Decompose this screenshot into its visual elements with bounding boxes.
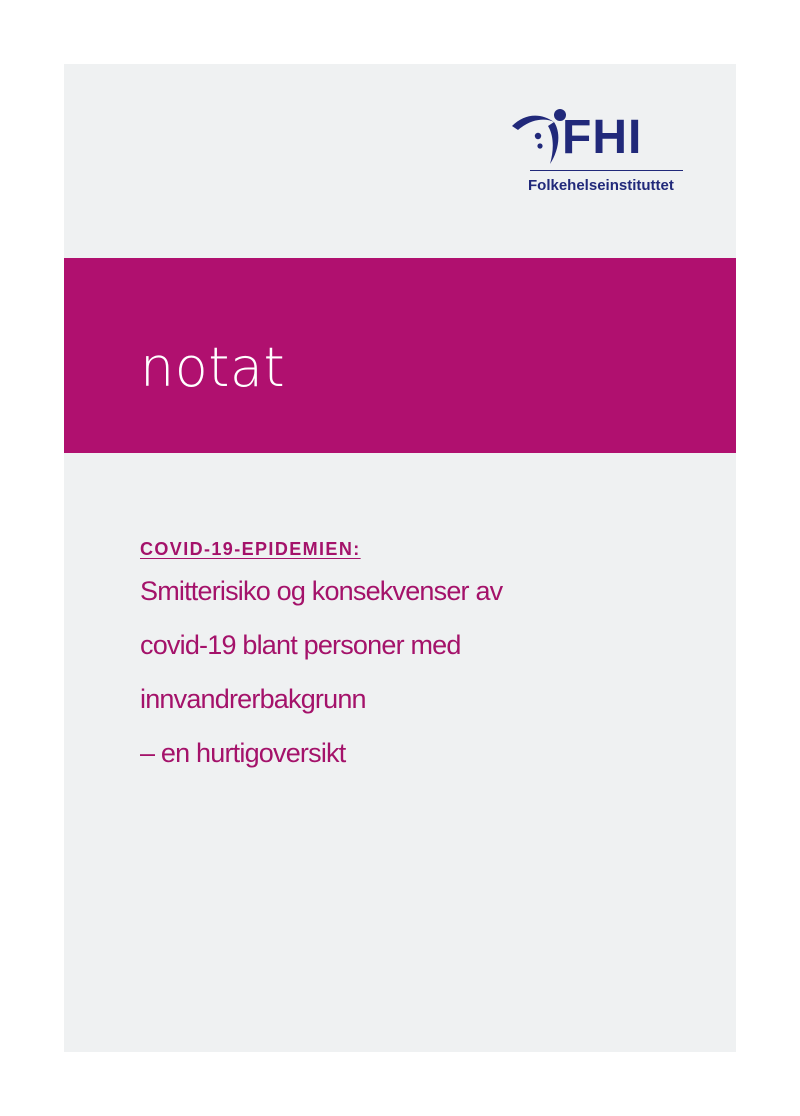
document-type-label: notat bbox=[140, 336, 286, 399]
fhi-logo bbox=[510, 108, 690, 198]
title-line: – en hurtigoversikt bbox=[140, 738, 346, 768]
document-type-band bbox=[64, 258, 736, 453]
title-line: Smitterisiko og konsekvenser av bbox=[140, 576, 503, 606]
logo-letters: FHI bbox=[562, 111, 643, 164]
title-line: innvandrerbakgrunn bbox=[140, 684, 366, 714]
series-kicker: COVID-19-EPIDEMIEN: bbox=[140, 539, 361, 559]
title-line: covid-19 blant personer med bbox=[140, 630, 461, 660]
report-cover bbox=[64, 64, 736, 1052]
report-title bbox=[140, 564, 700, 780]
logo-organization-name: Folkehelseinstituttet bbox=[528, 177, 674, 194]
logo-divider bbox=[530, 170, 683, 171]
fhi-figure-icon bbox=[510, 108, 570, 170]
